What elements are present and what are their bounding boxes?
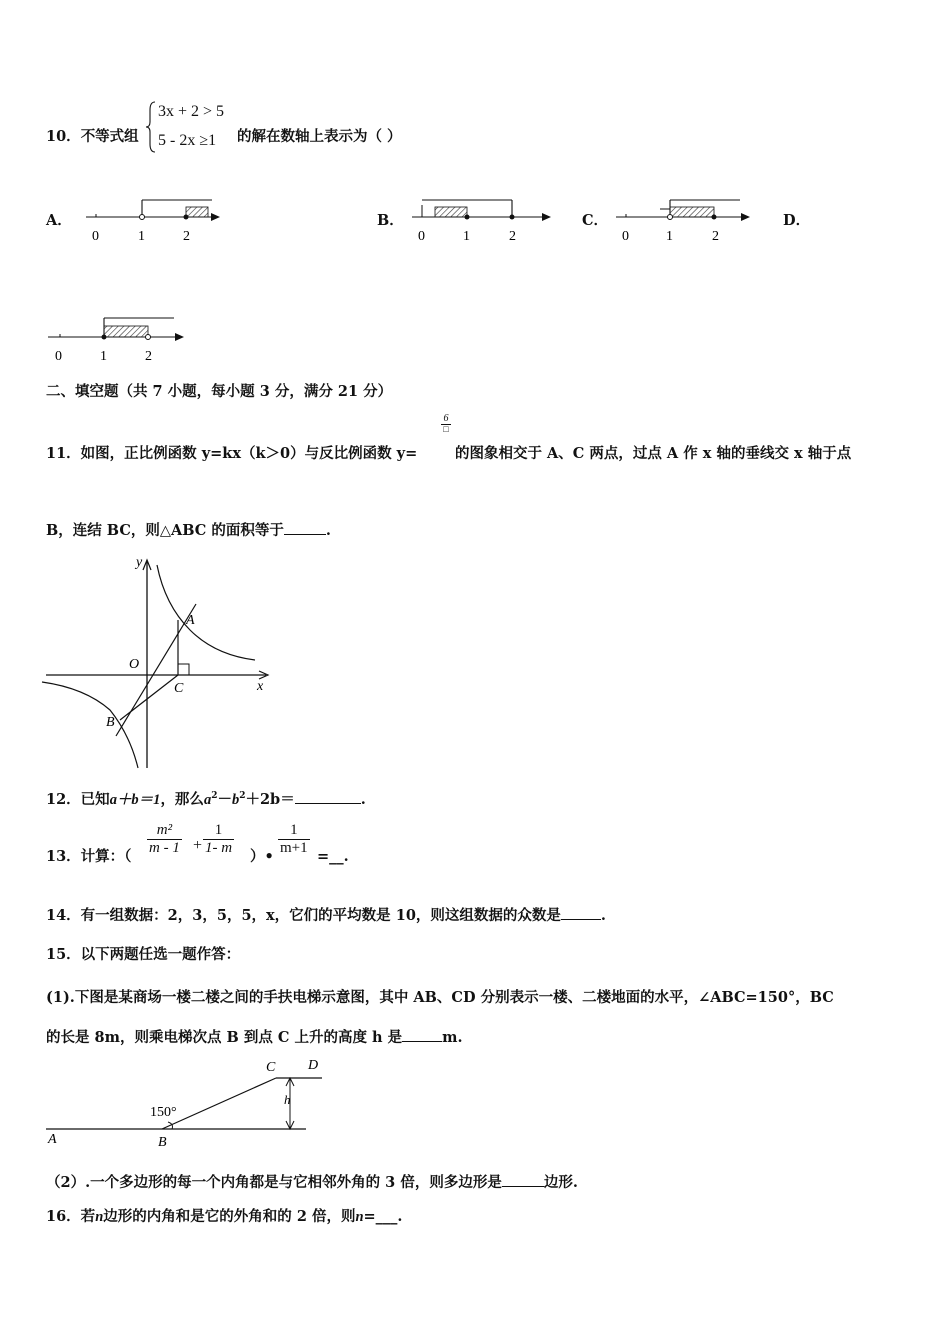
q15-p1-line1: (1).下图是某商场一楼二楼之间的手扶电梯示意图，其中 AB、CD 分别表示一楼、二楼地面的水平，∠ABC=150°，BC [46,989,834,1006]
q15-escalator-figure [44,1056,334,1151]
q15-p2-end: 边形. [543,1174,578,1191]
tick-0: 0 [92,229,99,244]
q11-frac-den: □ [441,424,451,434]
q13-f1-den: m - 1 [149,840,180,856]
q11-answer-blank[interactable] [284,522,326,535]
q10-stem-suffix: 的解在数轴上表示为（ ） [237,128,402,145]
q13-f1-num: m² [156,822,173,838]
q15-label-d: D [308,1058,319,1073]
q15-p2 [46,1174,578,1191]
tick-0: 0 [622,229,629,244]
q11-frac-num: 6 [443,413,449,424]
q11-line2-text: B，连结 BC，则△ABC 的面积等于 [46,522,284,539]
q10-option-a-label[interactable]: A． [46,212,72,229]
q16-n2: n [355,1209,364,1225]
q10-option-b-label[interactable]: B． [377,212,404,229]
q15-label-b: B [158,1135,167,1150]
q12-sup1: 2 [211,791,218,802]
q12-prefix: 12．已知 [46,791,110,808]
q15-p2-text: （2）.一个多边形的每一个内角都是与它相邻外角的 3 倍，则多边形是 [46,1174,502,1191]
tick-2: 2 [712,229,719,244]
q13-end: =__. [317,848,349,865]
tick-1: 1 [138,229,145,244]
q15-p1-line2 [46,1029,463,1046]
q10-option-c-label[interactable]: C． [582,212,609,229]
q12-answer-blank[interactable] [295,791,361,804]
q15-label-h: h [284,1092,291,1107]
q11-label-c: C [174,681,184,696]
q12-minus: － [217,791,232,808]
tick-0: 0 [418,229,425,244]
q12-sup2: 2 [239,791,246,802]
q13-f3-den: m+1 [280,840,308,856]
q16-end: =___. [363,1208,403,1225]
q15-intro: 15．以下两题任选一题作答： [46,946,241,963]
tick-2: 2 [145,349,152,364]
q10-option-d-label[interactable]: D． [783,212,811,229]
q15-p2-answer-blank[interactable] [502,1174,544,1187]
q10-option-d-numberline [46,313,191,365]
q10-option-b-numberline [410,195,555,245]
q12-question [46,791,366,808]
q11-label-x: x [257,679,264,694]
q12-expr-a: a [203,792,212,808]
q10-inequality-1: 3x + 2 > 5 [158,103,225,120]
q11-fraction [441,414,451,434]
q14-text: 14．有一组数据：2，3，5，5，x，它们的平均数是 10，则这组数据的众数是 [46,907,561,924]
q13-frac-2 [203,822,234,857]
q13-f2-den: 1- m [205,840,233,856]
q16-prefix: 16．若 [46,1208,96,1225]
q10-stem [46,130,139,145]
q11-line2 [46,522,331,539]
q12-expr-tail: ＋2b＝ [245,791,295,808]
q10-option-a-numberline [84,195,224,245]
q12-expr-b: b [231,792,240,808]
q16-question [46,1210,402,1225]
q13-frac-3 [278,822,310,857]
q14-question [46,907,606,924]
q15-p1-line2-text: 的长是 8m，则乘电梯次点 B 到点 C 上升的高度 h 是 [46,1029,403,1046]
q15-label-angle: 150° [150,1105,177,1120]
q12-middle: ，那么 [160,791,204,808]
tick-1: 1 [100,349,107,364]
tick-0: 0 [55,349,62,364]
q10-option-c-numberline [614,195,759,245]
q11-figure [40,550,280,772]
q13-f2-num: 1 [214,822,223,838]
q12-end: . [360,791,366,808]
tick-1: 1 [463,229,470,244]
q10-inequality-2: 5 - 2x ≥1 [158,132,217,149]
q16-mid: 边形的内角和是它的外角和的 2 倍，则 [103,1208,356,1225]
q12-condition: a＋b＝1 [109,792,161,808]
q11-label-y: y [136,555,143,570]
q11-label-b: B [106,715,115,730]
q10-number: 10． [46,128,81,145]
q11-line2-end: . [325,522,331,539]
tick-2: 2 [509,229,516,244]
q14-end: . [600,907,606,924]
q11-label-a: A [186,613,195,628]
tick-1: 1 [666,229,673,244]
q10-stem-prefix: 不等式组 [80,128,139,145]
q15-label-a: A [48,1132,57,1147]
q13-plus: + [193,837,203,854]
q13-prefix: 13．计算：（ [46,848,132,865]
tick-2: 2 [183,229,190,244]
q16-n1: n [95,1209,104,1225]
q15-p1-answer-blank[interactable] [402,1029,442,1042]
q13-f3-num: 1 [290,822,298,838]
q11-line1-prefix: 11．如图，正比例函数 y=kx（k＞0）与反比例函数 y= [46,445,418,462]
q15-p1-line2-end: m. [442,1029,463,1046]
q11-line1-suffix: 的图象相交于 A、C 两点，过点 A 作 x 轴的垂线交 x 轴于点 [455,445,852,462]
q13-mid: ）• [250,848,274,865]
q15-label-c: C [266,1060,276,1075]
q11-label-o: O [129,657,140,672]
q13-frac-1 [147,822,182,857]
section-heading: 二、填空题（共 7 小题，每小题 3 分，满分 21 分） [46,383,393,400]
q14-answer-blank[interactable] [561,907,601,920]
